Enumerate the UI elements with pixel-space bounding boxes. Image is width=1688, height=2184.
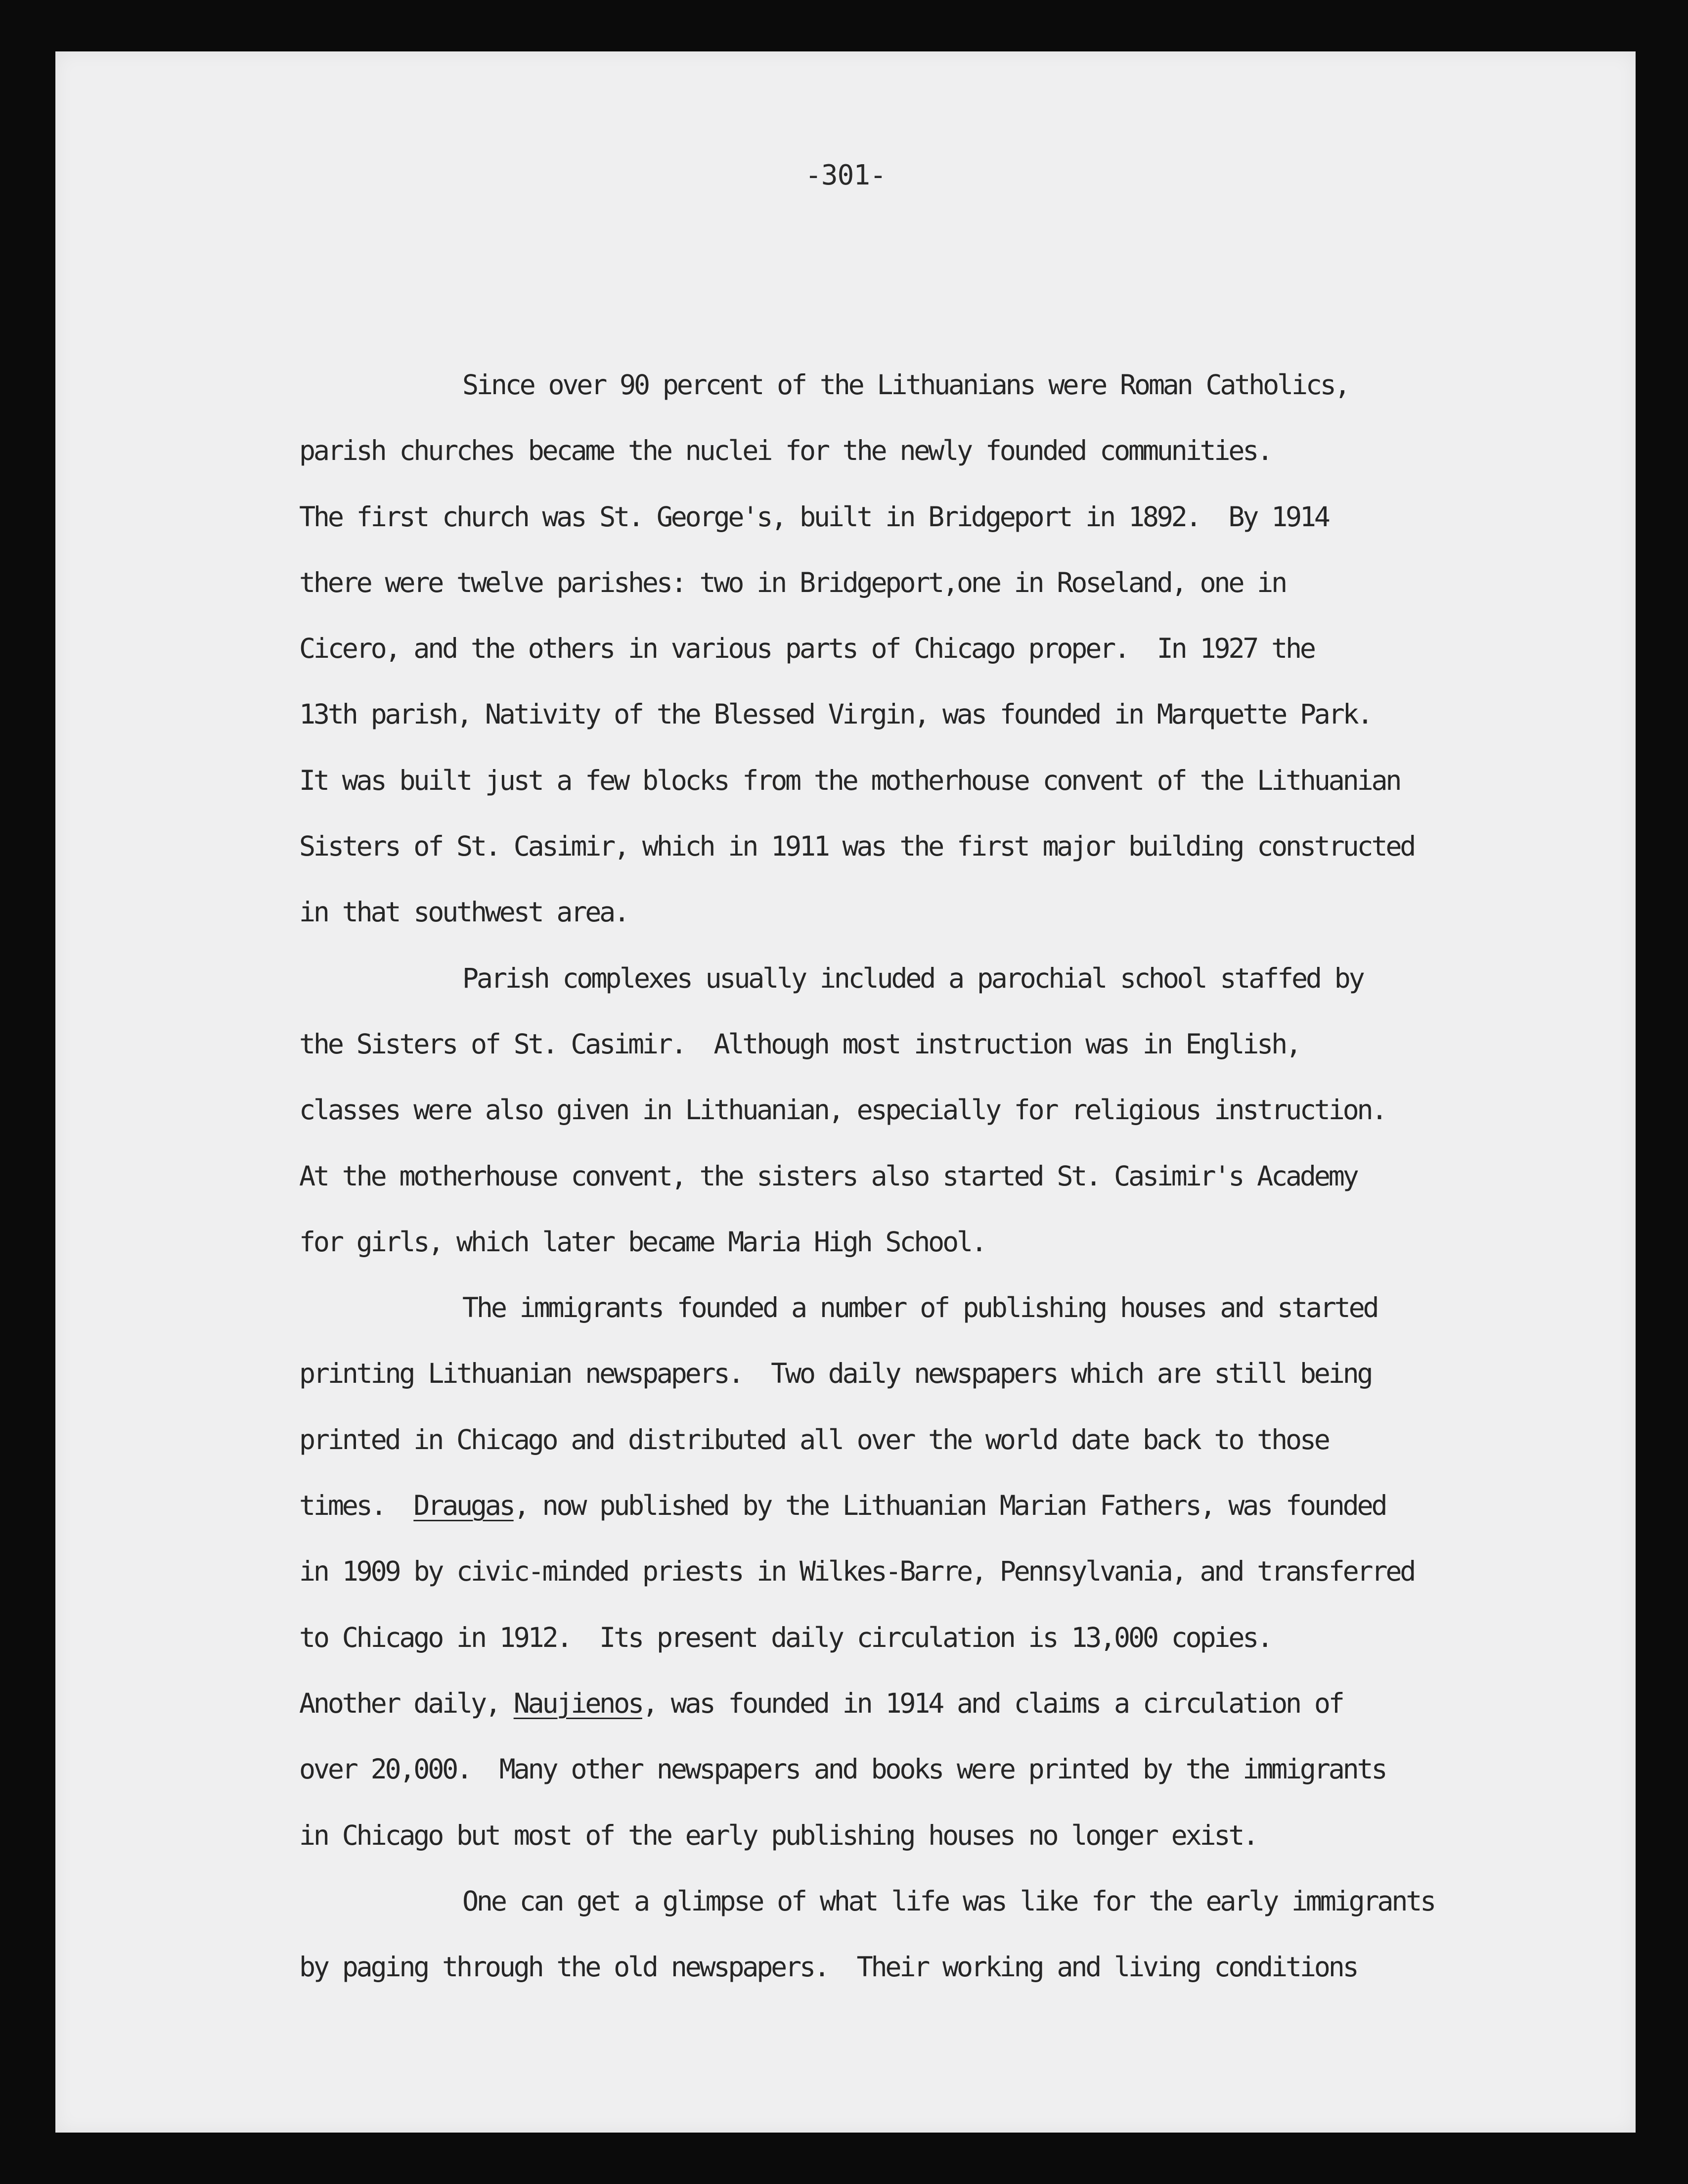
body-text (299, 352, 1624, 2000)
text-line: classes were also given in Lithuanian, especially for religious instruction. (299, 1094, 1386, 1126)
paragraph-2 (299, 946, 1624, 1275)
paragraph-3 (299, 1275, 1624, 1868)
paragraph-1 (299, 352, 1624, 946)
text-line: by paging through the old newspapers. Their working and living conditions (299, 1951, 1357, 1983)
text-line: Sisters of St. Casimir, which in 1911 was the first major building constructed (299, 830, 1415, 863)
page-number: -301- (805, 159, 886, 191)
newspaper-title-draugas: Draugas (413, 1490, 514, 1522)
text-line: At the motherhouse convent, the sisters also started St. Casimir's Academy (299, 1160, 1357, 1192)
text-line: The immigrants founded a number of publishing houses and started (462, 1292, 1377, 1324)
text-line: Since over 90 percent of the Lithuanians were Roman Catholics, (462, 369, 1349, 401)
document-page (55, 51, 1636, 2133)
text-line: in Chicago but most of the early publishing houses no longer exist. (299, 1819, 1257, 1851)
text-line: parish churches became the nuclei for the newly founded communities. (299, 435, 1272, 467)
text-segment: Another daily, (299, 1687, 514, 1719)
text-segment: , was founded in 1914 and claims a circulation of (642, 1687, 1343, 1719)
text-line: 13th parish, Nativity of the Blessed Virgin, was founded in Marquette Park. (299, 698, 1372, 730)
paragraph-4 (299, 1868, 1624, 2001)
text-line: The first church was St. George's, built in Bridgeport in 1892. By 1914 (299, 500, 1329, 533)
text-line: Cicero, and the others in various parts of Chicago proper. In 1927 the (299, 633, 1314, 665)
text-segment: , now published by the Lithuanian Marian Fathers, was founded (513, 1490, 1386, 1522)
text-segment: times. (299, 1490, 414, 1522)
text-line (299, 1671, 1624, 1736)
text-line (299, 1473, 1624, 1539)
text-line: It was built just a few blocks from the motherhouse convent of the Lithuanian (299, 764, 1400, 796)
newspaper-title-naujienos: Naujienos (513, 1687, 642, 1719)
text-line: there were twelve parishes: two in Bridgeport,one in Roseland, one in (299, 566, 1286, 598)
text-line: to Chicago in 1912. Its present daily circulation is 13,000 copies. (299, 1621, 1272, 1653)
text-line: for girls, which later became Maria High School. (299, 1226, 985, 1258)
text-line: the Sisters of St. Casimir. Although most instruction was in English, (299, 1028, 1300, 1060)
text-line: over 20,000. Many other newspapers and books were printed by the immigrants (299, 1753, 1386, 1785)
text-line: printing Lithuanian newspapers. Two daily newspapers which are still being (299, 1358, 1372, 1390)
text-line: One can get a glimpse of what life was like for the early immigrants (462, 1885, 1435, 1917)
text-line: in 1909 by civic-minded priests in Wilkes-Barre, Pennsylvania, and transferred (299, 1555, 1415, 1588)
text-line: printed in Chicago and distributed all over the world date back to those (299, 1423, 1329, 1456)
text-line: Parish complexes usually included a parochial school staffed by (462, 962, 1363, 994)
text-line: in that southwest area. (299, 896, 628, 928)
